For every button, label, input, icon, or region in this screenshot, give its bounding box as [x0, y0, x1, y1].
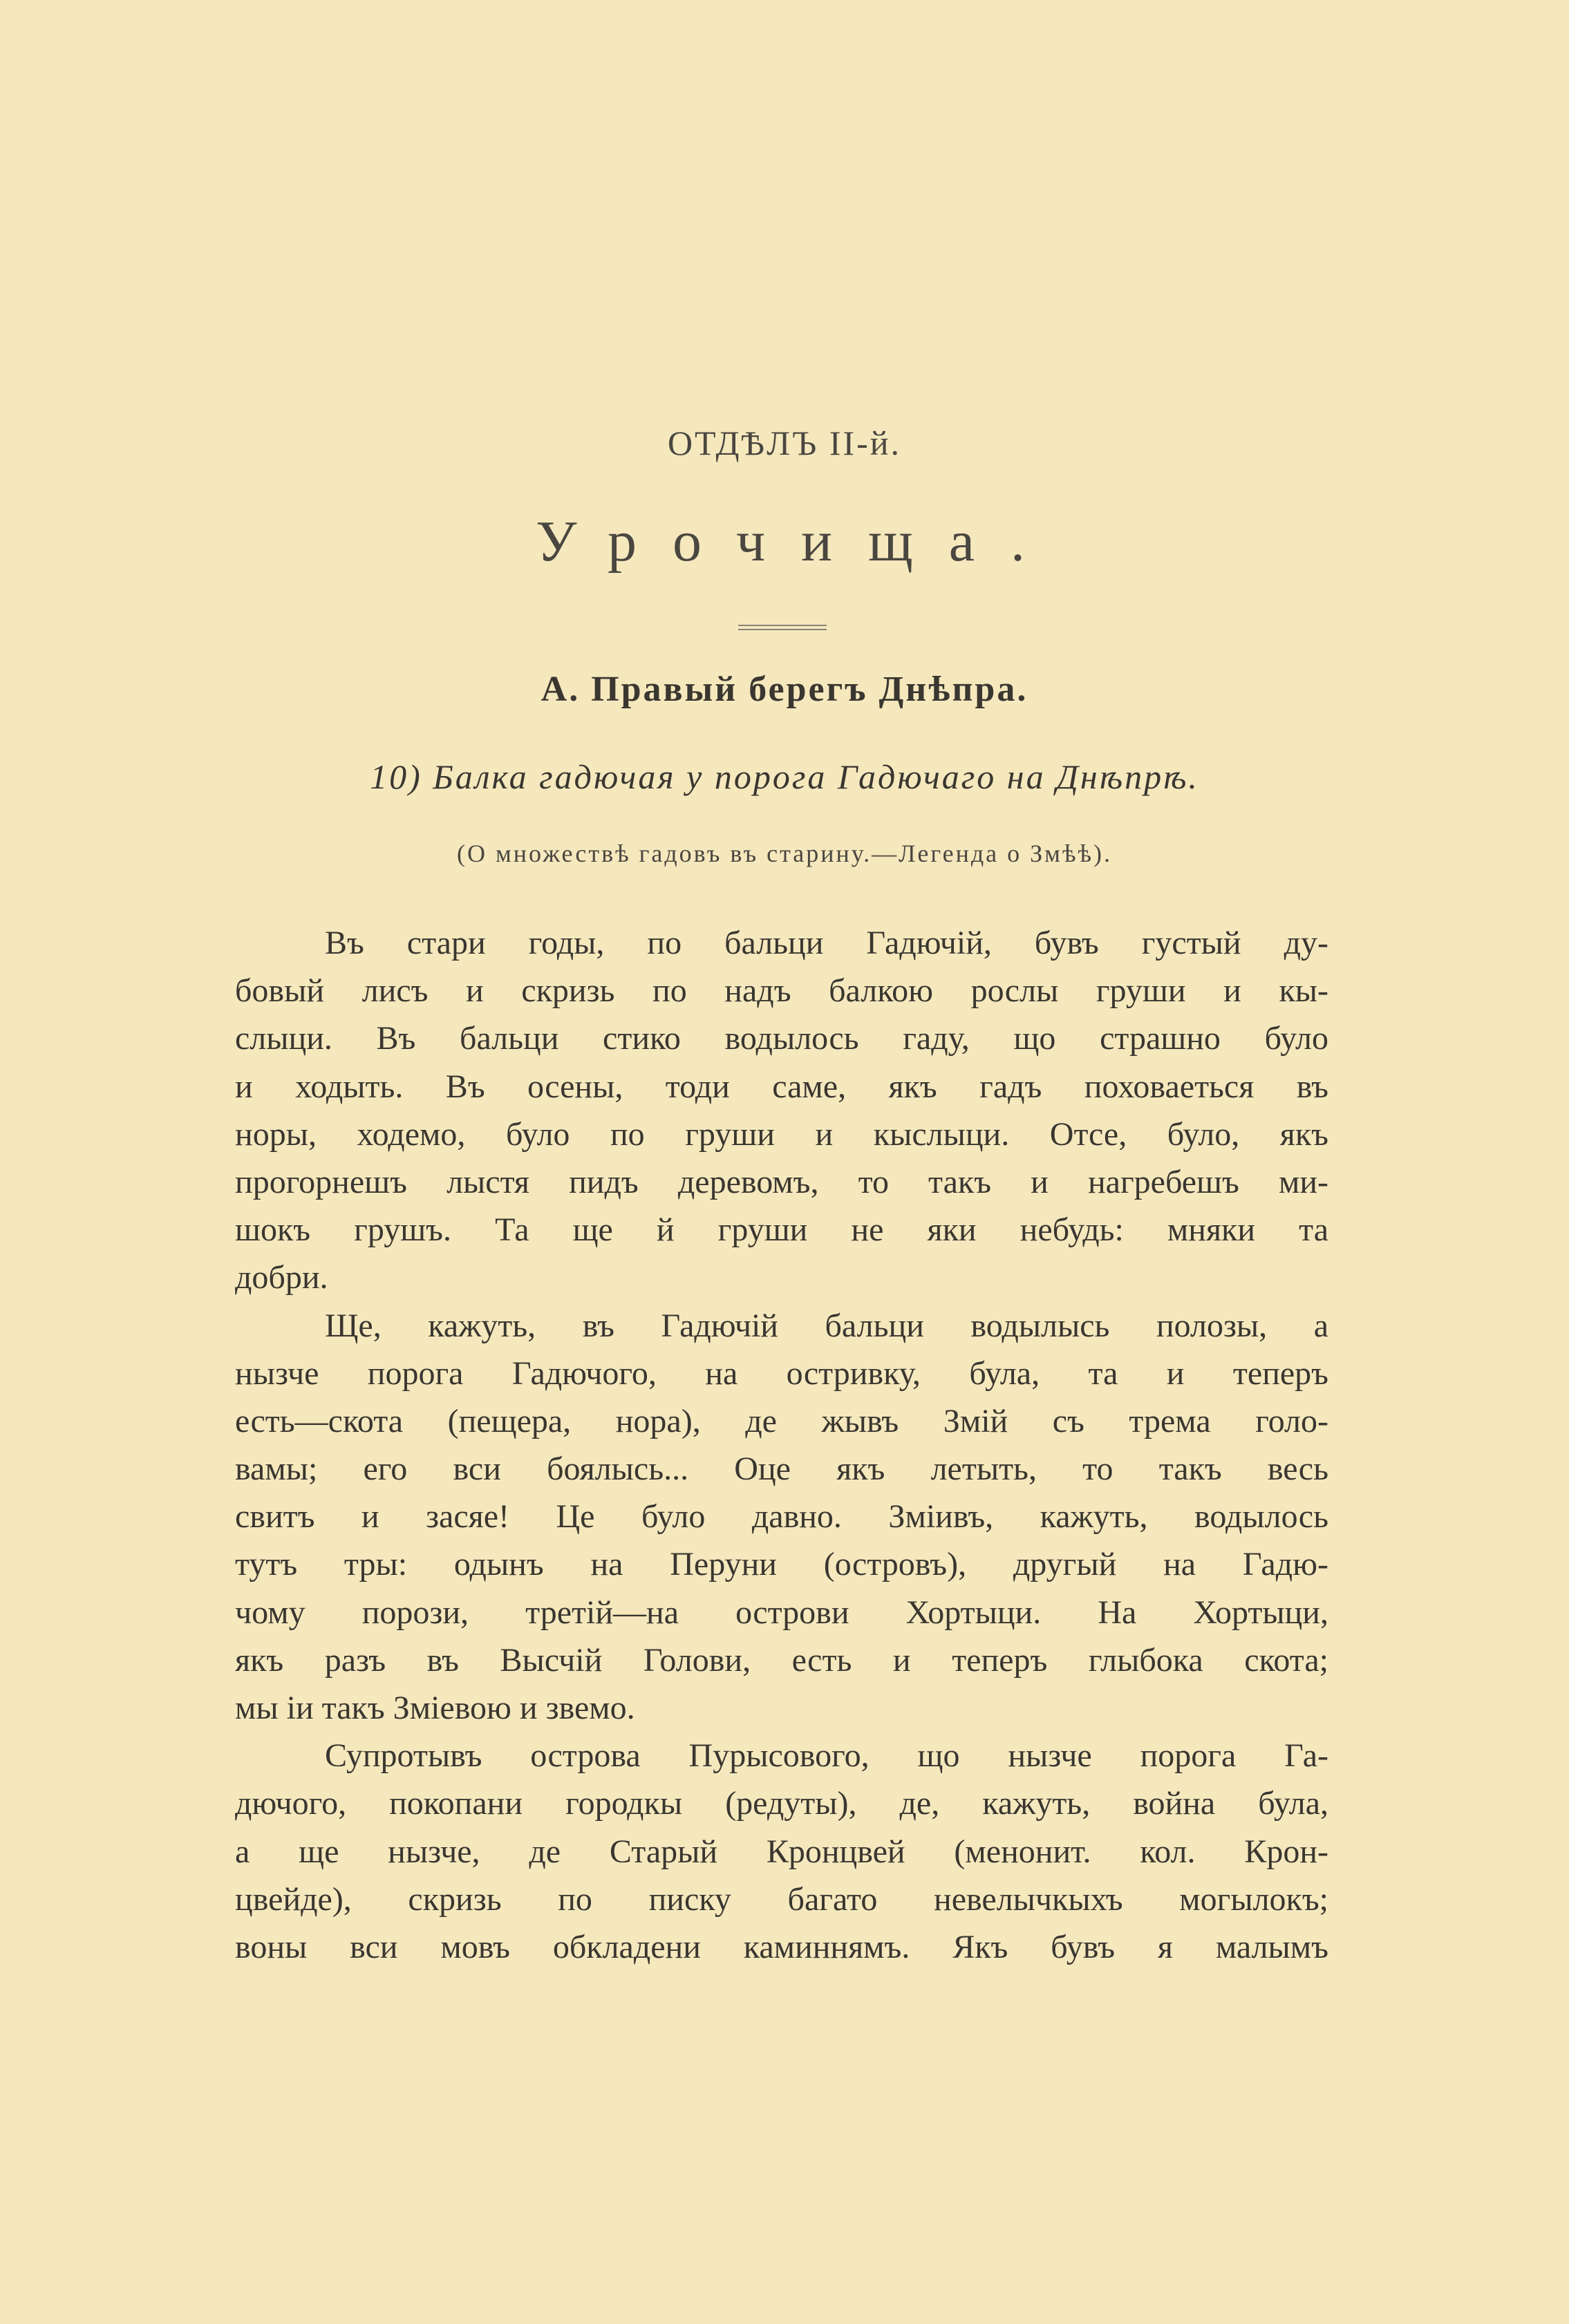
- text-line: якъ разъ въ Высчій Голови, есть и теперъ глыбока скота;: [235, 1641, 1328, 1679]
- text-line: чому порози, третiй—на острови Хортыци. На Хортыци,: [235, 1594, 1328, 1631]
- body-text: [235, 919, 1328, 1971]
- subsection-heading: 10) Балка гадючая у порога Гадючаго на Днѣпрѣ.: [370, 757, 1199, 796]
- text-line: добри.: [235, 1259, 328, 1296]
- text-line: и ходыть. Въ осены, тоди саме, якъ гадъ поховаеться въ: [235, 1068, 1328, 1105]
- text-line: Въ стари годы, по бальци Гадючій, бувъ густый ду-: [325, 925, 1328, 961]
- text-line: цвейде), скризь по писку багато невелычкыхъ могылокъ;: [235, 1880, 1328, 1918]
- text-line: слыци. Въ бальци стико водылось гаду, що страшно було: [235, 1020, 1328, 1057]
- text-line: вамы; его вси боялысь... Оце якъ летыть, то такъ весь: [235, 1451, 1328, 1488]
- text-line: мы іи такъ Змiевою и звемо.: [235, 1690, 635, 1726]
- text-line: Ще, кажуть, въ Гадючій бальци водылысь полозы, а: [325, 1307, 1328, 1344]
- text-line: бовый лисъ и скризь по надъ балкою рослы груши и кы-: [235, 972, 1328, 1010]
- section-label: ОТДѢЛЪ II-й.: [667, 424, 902, 462]
- text-line: а ще нызче, де Старый Кронцвей (менонит. кол. Крон-: [235, 1833, 1328, 1870]
- section-heading: А. Правый берегъ Днѣпра.: [541, 670, 1028, 709]
- text-line: есть—скота (пещера, нора), де жывъ Змій съ трема голо-: [235, 1402, 1328, 1439]
- text-line: прогорнешъ лыстя пидъ деревомъ, то такъ и нагребешъ ми-: [235, 1163, 1328, 1200]
- subsection-note: (О множествѣ гадовъ въ старину.—Легенда о Змѣѣ).: [456, 840, 1113, 867]
- text-line: Супротывъ острова Пурысового, що нызче порога Га-: [325, 1737, 1328, 1775]
- text-line: дючого, покопани городкы (редуты), де, кажуть, война була,: [235, 1785, 1328, 1822]
- text-line: воны вси мовъ обкладени каминнямъ. Якъ бувъ я малымъ: [235, 1928, 1328, 1965]
- text-line: шокъ грушъ. Та ще й груши не яки небудь: мняки та: [235, 1211, 1328, 1249]
- text-line: свитъ и засяе! Це було давно. Змiивъ, кажуть, водылось: [235, 1498, 1328, 1536]
- text-line: норы, ходемо, було по груши и кыслыци. Отсе, було, якъ: [235, 1115, 1328, 1153]
- text-line: тутъ тры: одынъ на Перуни (островъ), другый на Гадю-: [235, 1546, 1328, 1583]
- text-line: нызче порога Гадючого, на остривку, була, та и теперъ: [235, 1354, 1328, 1392]
- title-divider: [738, 625, 827, 630]
- page-title: Урочища.: [535, 509, 1062, 574]
